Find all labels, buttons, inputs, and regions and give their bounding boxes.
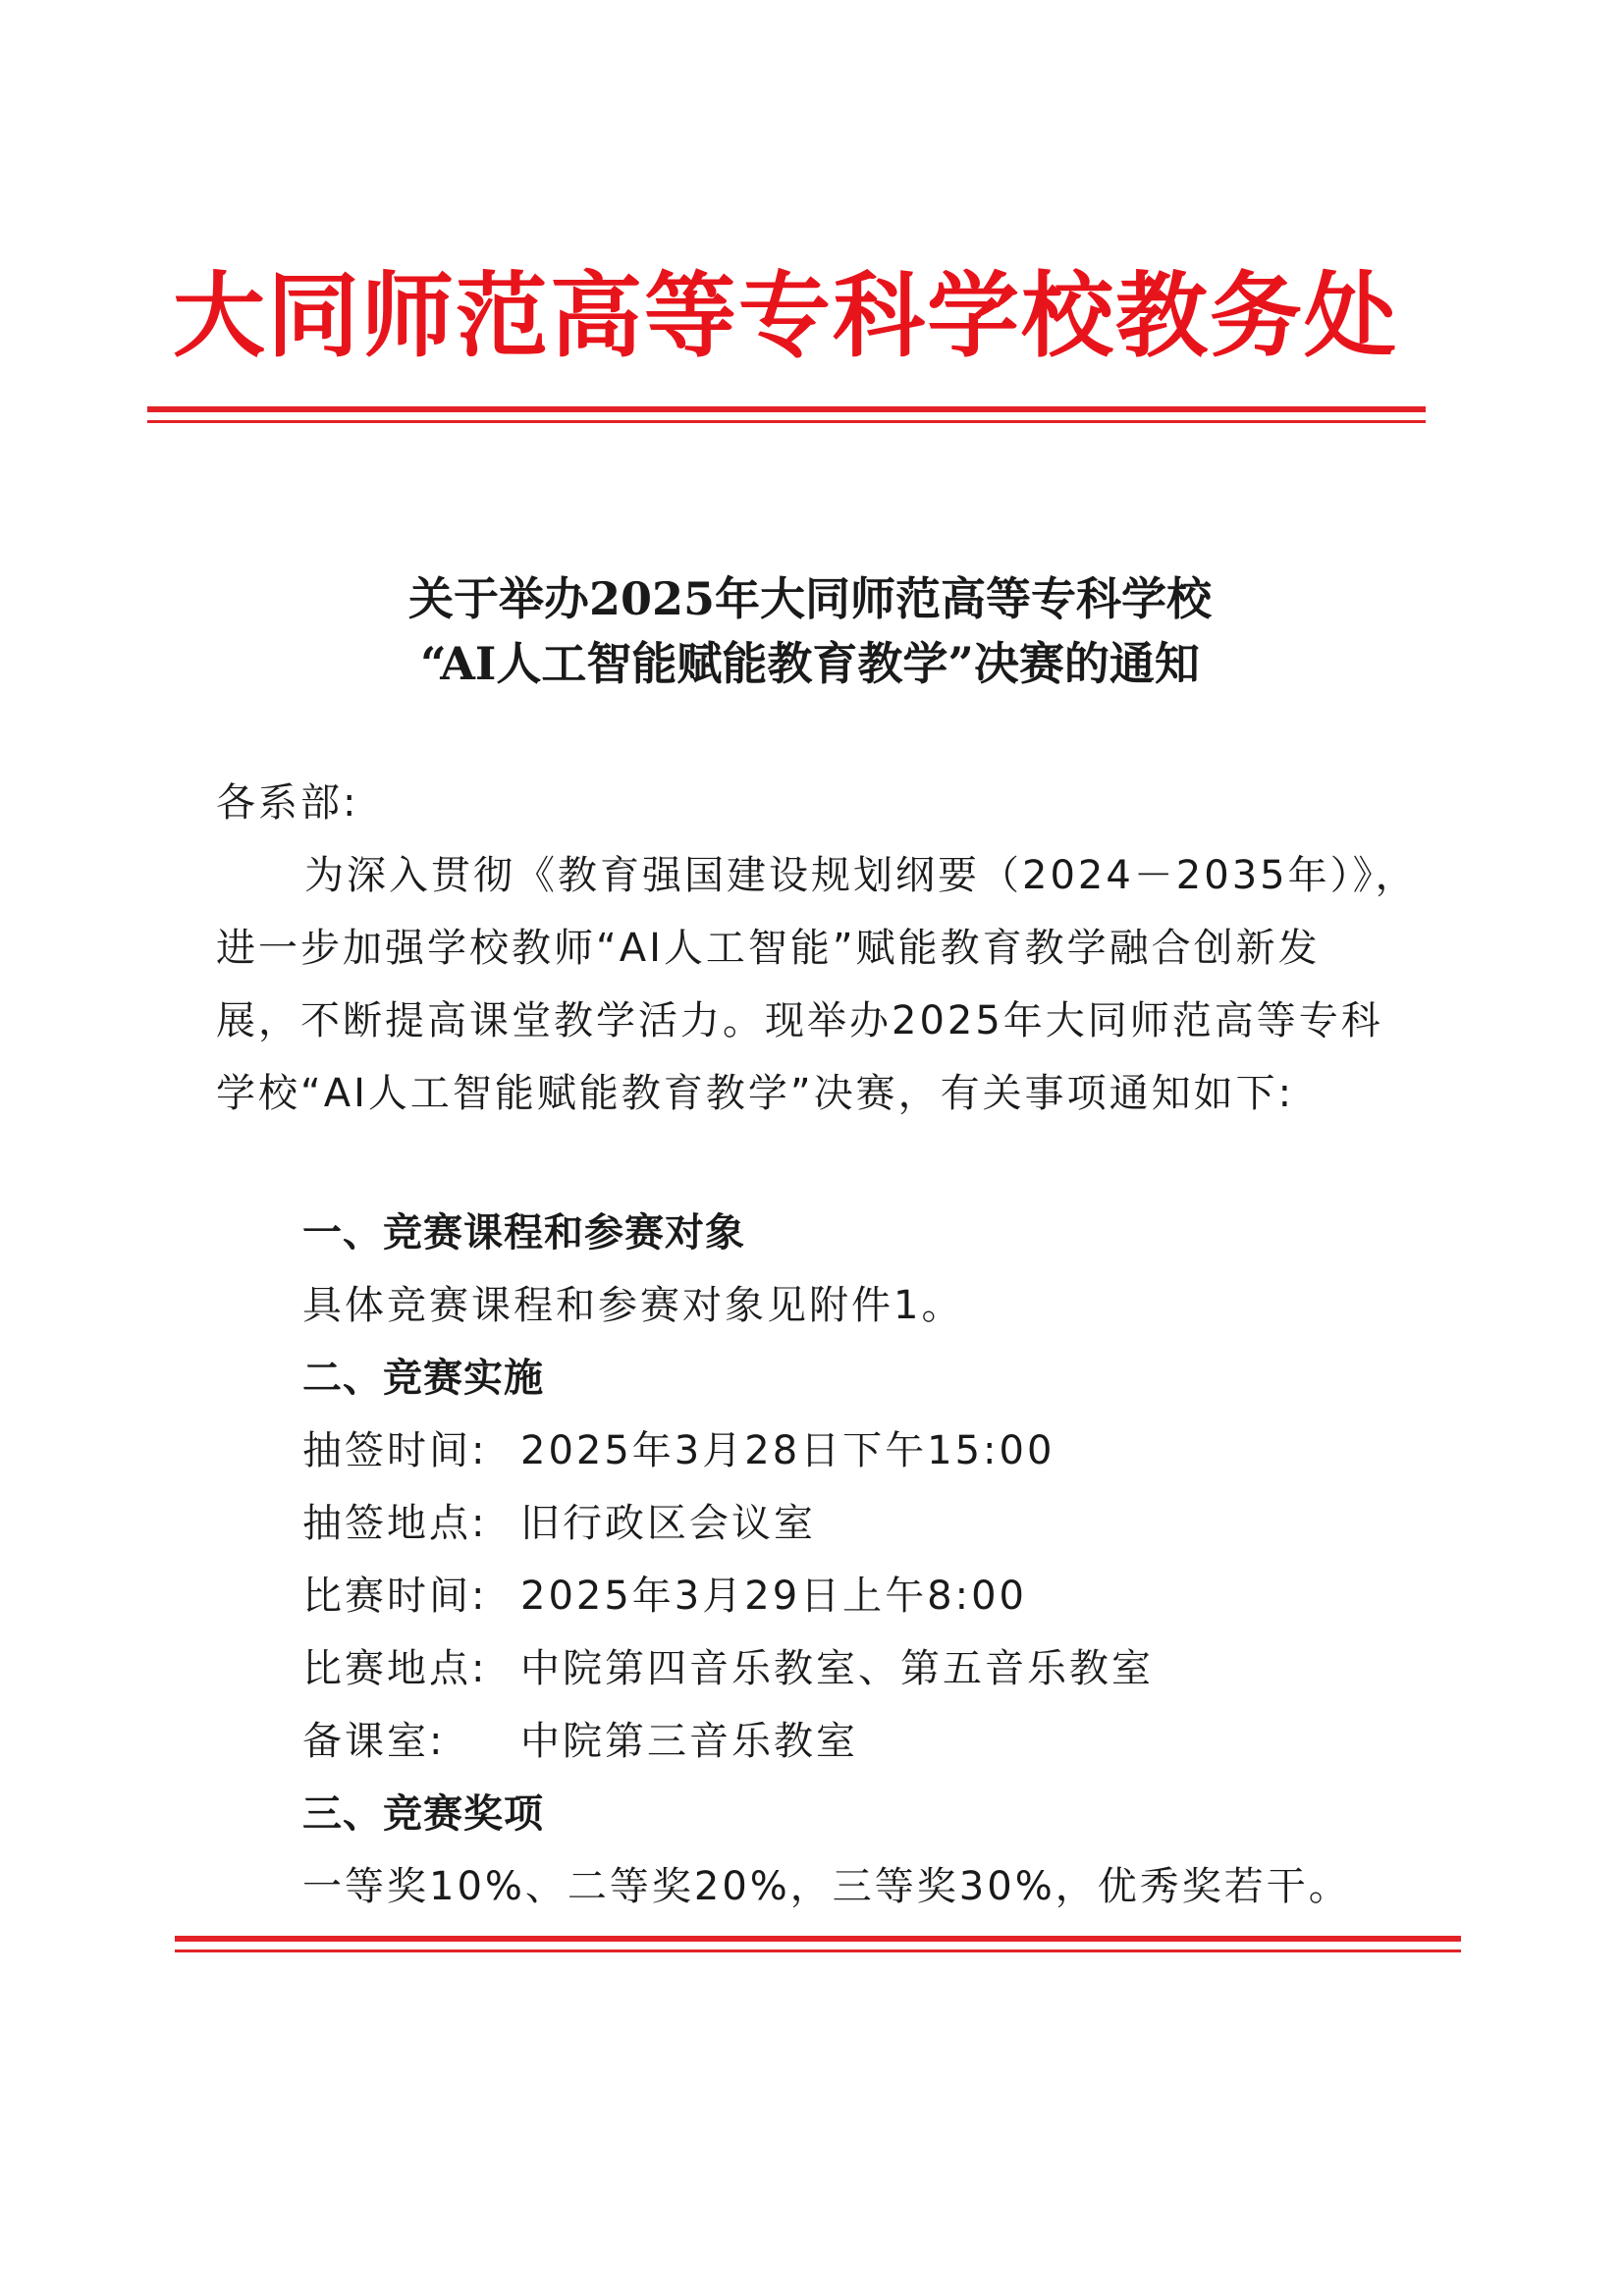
detail-row-draw-location (302, 1496, 816, 1551)
section-heading-3: 三、竞赛奖项 (302, 1791, 544, 1837)
notice-title-line1: 关于举办2025年大同师范高等专科学校 (407, 572, 1213, 625)
salutation: 各系部: (216, 780, 359, 826)
detail-label: 抽签时间: (302, 1428, 488, 1473)
detail-value: 2025年3月29日上午8:00 (520, 1574, 1027, 1619)
letterhead-red-rule (147, 406, 1426, 423)
detail-row-contest-time (302, 1569, 1027, 1624)
body-line-2: 进一步加强学校教师“AI人工智能”赋能教育教学融合创新发 (216, 926, 1321, 971)
letterhead-org-name: 大同师范高等专科学校教务处 (172, 263, 1398, 370)
section-3-text: 一等奖10%、二等奖20%，三等奖30%，优秀奖若干。 (302, 1864, 1351, 1909)
notice-title-line2: “AI人工智能赋能教育教学”决赛的通知 (420, 637, 1200, 690)
detail-label: 抽签地点: (302, 1501, 488, 1546)
body-line-4: 学校“AI人工智能赋能教育教学”决赛，有关事项通知如下: (216, 1071, 1295, 1116)
footer-red-rule (175, 1936, 1461, 1952)
detail-row-draw-time (302, 1423, 1055, 1478)
section-heading-2: 二、竞赛实施 (302, 1356, 544, 1401)
section-heading-1: 一、竞赛课程和参赛对象 (302, 1210, 745, 1255)
detail-row-contest-location (302, 1641, 1154, 1696)
detail-value: 2025年3月28日下午15:00 (520, 1428, 1055, 1473)
detail-label: 比赛地点: (302, 1646, 488, 1691)
section-1-text: 具体竞赛课程和参赛对象见附件1。 (302, 1283, 964, 1328)
detail-value: 旧行政区会议室 (520, 1501, 816, 1546)
body-line-3: 展，不断提高课堂教学活力。现举办2025年大同师范高等专科 (216, 998, 1383, 1043)
detail-row-prep-room (302, 1714, 858, 1769)
detail-value: 中院第三音乐教室 (520, 1719, 858, 1764)
detail-label: 备课室: (302, 1719, 446, 1764)
detail-value: 中院第四音乐教室、第五音乐教室 (520, 1646, 1154, 1691)
detail-label: 比赛时间: (302, 1574, 488, 1619)
body-line-1: 为深入贯彻《教育强国建设规划纲要（2024－2035年）》， (304, 853, 1418, 898)
